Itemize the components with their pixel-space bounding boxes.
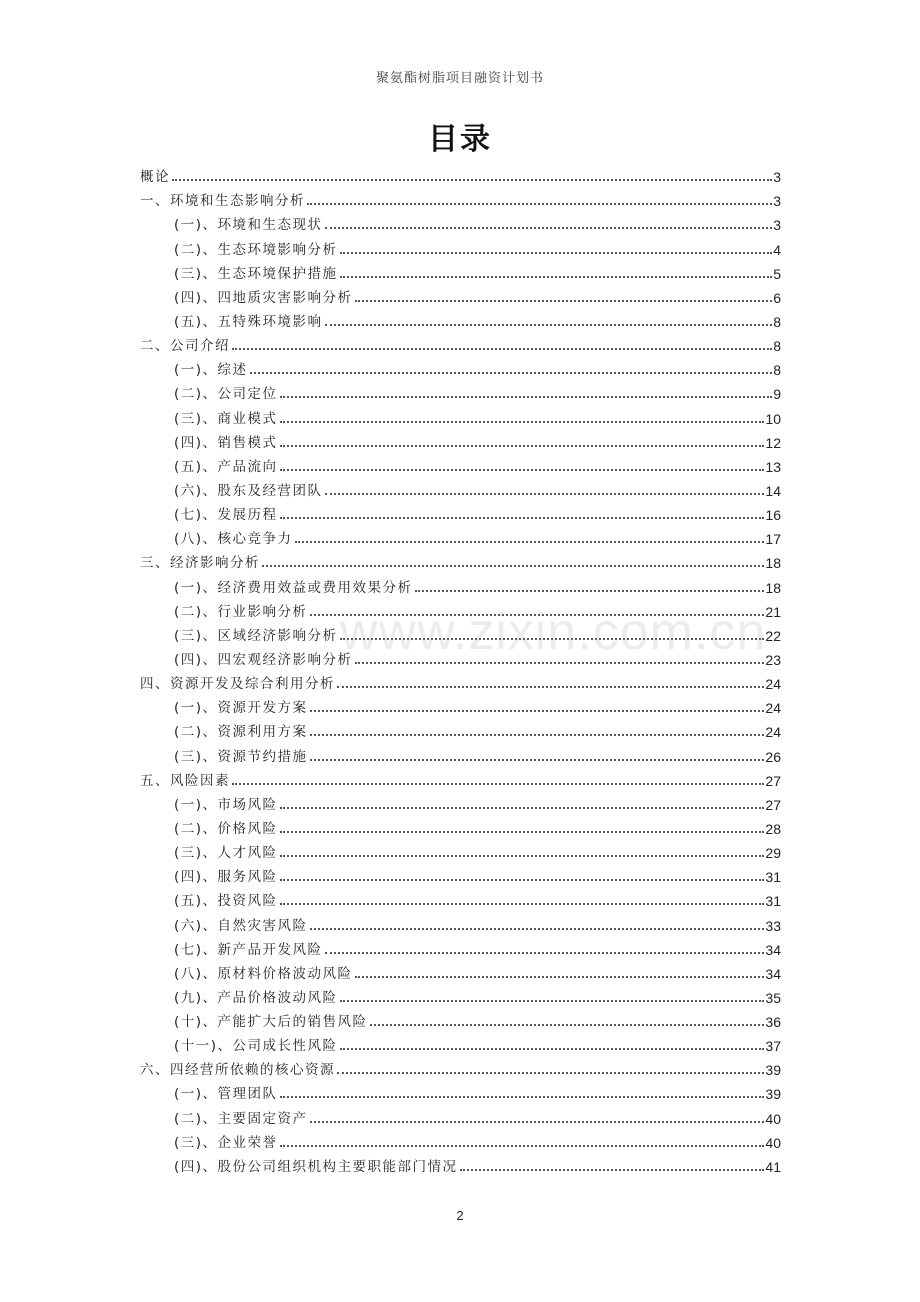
toc-dot-leader [325,492,765,495]
toc-entry[interactable] [140,185,781,209]
toc-entry-page: 34 [765,941,781,958]
toc-dot-leader [355,975,765,978]
toc-entry-label: 六、四经营所依赖的核心资源 [140,1062,335,1079]
toc-entry[interactable] [140,1102,781,1126]
toc-entry[interactable] [140,1151,781,1175]
toc-entry-page: 14 [765,482,781,499]
toc-entry-page: 24 [765,724,781,741]
toc-dot-leader [280,830,765,833]
toc-entry-page: 33 [765,917,781,934]
toc-entry[interactable] [140,813,781,837]
toc-dot-leader [232,347,772,350]
toc-entry-page: 9 [773,386,781,403]
toc-dot-leader [280,1095,765,1098]
toc-entry-page: 4 [773,241,781,258]
toc-entry-label: (三)、资源节约措施 [174,748,308,765]
toc-entry-label: (五)、五特殊环境影响 [174,313,323,330]
toc-dot-leader [280,516,765,519]
toc-entry-page: 40 [765,1134,781,1151]
toc-entry[interactable] [140,958,781,982]
toc-dot-leader [280,854,765,857]
toc-entry-page: 12 [765,434,781,451]
toc-entry-label: (六)、股东及经营团队 [174,482,323,499]
toc-entry[interactable] [140,499,781,523]
toc-dot-leader [340,637,765,640]
toc-entry-page: 8 [773,338,781,355]
toc-entry-label: (一)、管理团队 [174,1086,278,1103]
toc-entry-label: (九)、产品价格波动风险 [174,989,338,1006]
toc-entry[interactable] [140,523,781,547]
toc-dot-leader [337,685,764,688]
toc-dot-leader [280,878,765,881]
toc-entry-label: 五、风险因素 [140,772,230,789]
toc-entry-page: 37 [765,1038,781,1055]
toc-entry-page: 23 [765,651,781,668]
toc-dot-leader [280,806,765,809]
toc-entry-label: (二)、资源利用方案 [174,724,308,741]
toc-entry-label: 二、公司介绍 [140,338,230,355]
toc-entry[interactable] [140,789,781,813]
toc-entry-label: (三)、生态环境保护措施 [174,265,338,282]
toc-dot-leader [340,275,773,278]
toc-entry[interactable] [140,934,781,958]
toc-entry[interactable] [140,233,781,257]
toc-entry-page: 16 [765,507,781,524]
toc-entry-label: (十一)、公司成长性风险 [174,1038,338,1055]
toc-entry-page: 31 [765,869,781,886]
toc-entry-label: (四)、服务风险 [174,869,278,886]
toc-dot-leader [460,1168,765,1171]
toc-entry-page: 28 [765,820,781,837]
toc-entry-page: 29 [765,845,781,862]
toc-entry[interactable] [140,644,781,668]
toc-entry-label: (八)、原材料价格波动风险 [174,965,353,982]
table-of-contents [140,161,781,1175]
toc-dot-leader [310,927,765,930]
toc-entry-label: (七)、发展历程 [174,507,278,524]
toc-entry[interactable] [140,861,781,885]
toc-entry-label: (一)、经济费用效益或费用效果分析 [174,579,413,596]
toc-entry-page: 39 [765,1086,781,1103]
toc-entry-page: 5 [773,265,781,282]
toc-entry[interactable] [140,909,781,933]
toc-entry-label: (四)、股份公司组织机构主要职能部门情况 [174,1158,458,1175]
toc-entry-label: (三)、商业模式 [174,410,278,427]
toc-dot-leader [172,178,772,181]
toc-entry[interactable] [140,402,781,426]
toc-entry[interactable] [140,885,781,909]
toc-entry-page: 39 [765,1062,781,1079]
toc-entry-page: 41 [765,1158,781,1175]
toc-entry-page: 26 [765,748,781,765]
toc-entry[interactable] [140,1006,781,1030]
watermark: www.zixin.com.cn [340,603,767,661]
toc-entry-page: 35 [765,989,781,1006]
toc-dot-leader [280,420,765,423]
toc-dot-leader [415,589,765,592]
toc-entry-page: 8 [773,362,781,379]
toc-entry-label: 一、环境和生态影响分析 [140,193,305,210]
toc-dot-leader [310,733,765,736]
toc-dot-leader [340,999,765,1002]
toc-dot-leader [232,782,764,785]
toc-dot-leader [325,951,765,954]
toc-entry-label: (二)、行业影响分析 [174,603,308,620]
toc-entry-page: 13 [765,458,781,475]
toc-entry[interactable] [140,1030,781,1054]
toc-entry-label: (三)、区域经济影响分析 [174,627,338,644]
toc-dot-leader [325,323,773,326]
toc-entry-label: (五)、产品流向 [174,458,278,475]
toc-entry-page: 34 [765,965,781,982]
toc-entry[interactable] [140,692,781,716]
toc-entry-page: 3 [773,169,781,186]
toc-entry-page: 27 [765,772,781,789]
toc-entry-label: (八)、核心竞争力 [174,531,293,548]
toc-entry-page: 22 [765,627,781,644]
toc-entry[interactable] [140,571,781,595]
toc-dot-leader [337,1071,764,1074]
toc-dot-leader [280,1144,765,1147]
toc-entry[interactable] [140,427,781,451]
page-number: 2 [456,1208,464,1223]
toc-entry[interactable] [140,547,781,571]
toc-entry-label: (六)、自然灾害风险 [174,917,308,934]
toc-dot-leader [262,564,764,567]
toc-entry[interactable] [140,765,781,789]
toc-entry-page: 18 [765,555,781,572]
toc-dot-leader [250,371,773,374]
toc-entry-label: (四)、四地质灾害影响分析 [174,289,353,306]
toc-entry-page: 18 [765,579,781,596]
toc-entry-page: 10 [765,410,781,427]
toc-entry-label: (七)、新产品开发风险 [174,941,323,958]
toc-entry-label: (三)、企业荣誉 [174,1134,278,1151]
toc-entry[interactable] [140,354,781,378]
toc-dot-leader [310,709,765,712]
toc-entry-label: (十)、产能扩大后的销售风险 [174,1014,368,1031]
toc-entry-page: 40 [765,1110,781,1127]
toc-entry[interactable] [140,282,781,306]
toc-entry-label: (一)、市场风险 [174,796,278,813]
toc-entry-page: 8 [773,313,781,330]
toc-entry-page: 6 [773,289,781,306]
toc-entry-label: (四)、四宏观经济影响分析 [174,651,353,668]
toc-dot-leader [280,444,765,447]
toc-entry-label: (二)、生态环境影响分析 [174,241,338,258]
toc-entry[interactable] [140,716,781,740]
toc-entry-label: (四)、销售模式 [174,434,278,451]
toc-entry-page: 31 [765,893,781,910]
toc-dot-leader [295,540,765,543]
toc-entry-page: 36 [765,1014,781,1031]
toc-dot-leader [370,1023,765,1026]
toc-dot-leader [280,395,773,398]
toc-entry-label: 四、资源开发及综合利用分析 [140,676,335,693]
toc-dot-leader [355,299,773,302]
toc-entry-label: (二)、主要固定资产 [174,1110,308,1127]
toc-entry[interactable] [140,837,781,861]
toc-entry[interactable] [140,1127,781,1151]
toc-entry-label: (二)、价格风险 [174,820,278,837]
toc-entry-page: 21 [765,603,781,620]
toc-entry-label: (三)、人才风险 [174,845,278,862]
toc-entry-page: 17 [765,531,781,548]
toc-entry[interactable] [140,475,781,499]
toc-entry-page: 24 [765,700,781,717]
toc-entry[interactable] [140,982,781,1006]
toc-entry-label: 概论 [140,169,170,186]
toc-dot-leader [307,202,772,205]
toc-entry-label: (五)、投资风险 [174,893,278,910]
toc-entry[interactable] [140,258,781,282]
toc-dot-leader [310,758,765,761]
toc-entry-label: (一)、环境和生态现状 [174,217,323,234]
page-title: 目录 [428,122,492,157]
toc-entry[interactable] [140,378,781,402]
toc-dot-leader [280,902,765,905]
toc-entry[interactable] [140,330,781,354]
toc-entry-page: 3 [773,193,781,210]
toc-entry[interactable] [140,740,781,764]
toc-dot-leader [355,661,765,664]
toc-dot-leader [280,468,765,471]
toc-entry[interactable] [140,596,781,620]
toc-entry[interactable] [140,620,781,644]
toc-entry[interactable] [140,668,781,692]
toc-entry[interactable] [140,306,781,330]
toc-entry[interactable] [140,209,781,233]
toc-dot-leader [340,1047,765,1050]
toc-entry[interactable] [140,451,781,475]
toc-dot-leader [310,613,765,616]
toc-entry-page: 3 [773,217,781,234]
toc-entry-label: 三、经济影响分析 [140,555,260,572]
toc-entry-page: 27 [765,796,781,813]
toc-dot-leader [310,1120,765,1123]
toc-entry-label: (一)、资源开发方案 [174,700,308,717]
toc-entry-page: 24 [765,676,781,693]
toc-dot-leader [325,226,773,229]
toc-entry-label: (一)、综述 [174,362,248,379]
toc-entry[interactable] [140,161,781,185]
running-header: 聚氨酯树脂项目融资计划书 [375,71,544,86]
toc-entry[interactable] [140,1078,781,1102]
toc-entry[interactable] [140,1054,781,1078]
toc-entry-label: (二)、公司定位 [174,386,278,403]
toc-dot-leader [340,251,773,254]
